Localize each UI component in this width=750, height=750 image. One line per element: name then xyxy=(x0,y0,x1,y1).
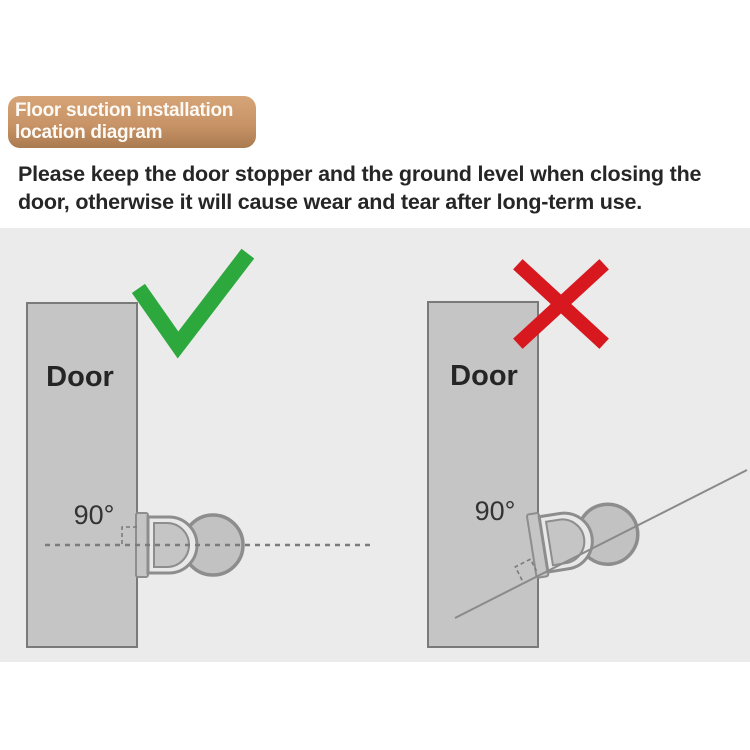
door-stopper-incorrect xyxy=(527,498,643,578)
title-badge-line1: Floor suction installation xyxy=(15,100,234,121)
door-label-incorrect: Door xyxy=(450,360,518,392)
angle-label-incorrect: 90° xyxy=(474,496,516,526)
correct-diagram xyxy=(27,260,373,647)
title-badge xyxy=(8,96,256,148)
angle-label-correct: 90° xyxy=(73,500,115,530)
door-incorrect xyxy=(428,302,538,647)
instruction-text: Please keep the door stopper and the ground level when closing the door, otherwise it will cause wear and tear after long-term use. xyxy=(18,162,702,214)
door-label-correct: Door xyxy=(46,361,114,393)
door-correct xyxy=(27,303,137,647)
checkmark-icon xyxy=(143,260,243,345)
installation-diagram xyxy=(0,228,750,662)
diagram-panel xyxy=(0,228,750,662)
title-badge-line2: location diagram xyxy=(15,122,163,143)
incorrect-diagram xyxy=(428,269,747,647)
